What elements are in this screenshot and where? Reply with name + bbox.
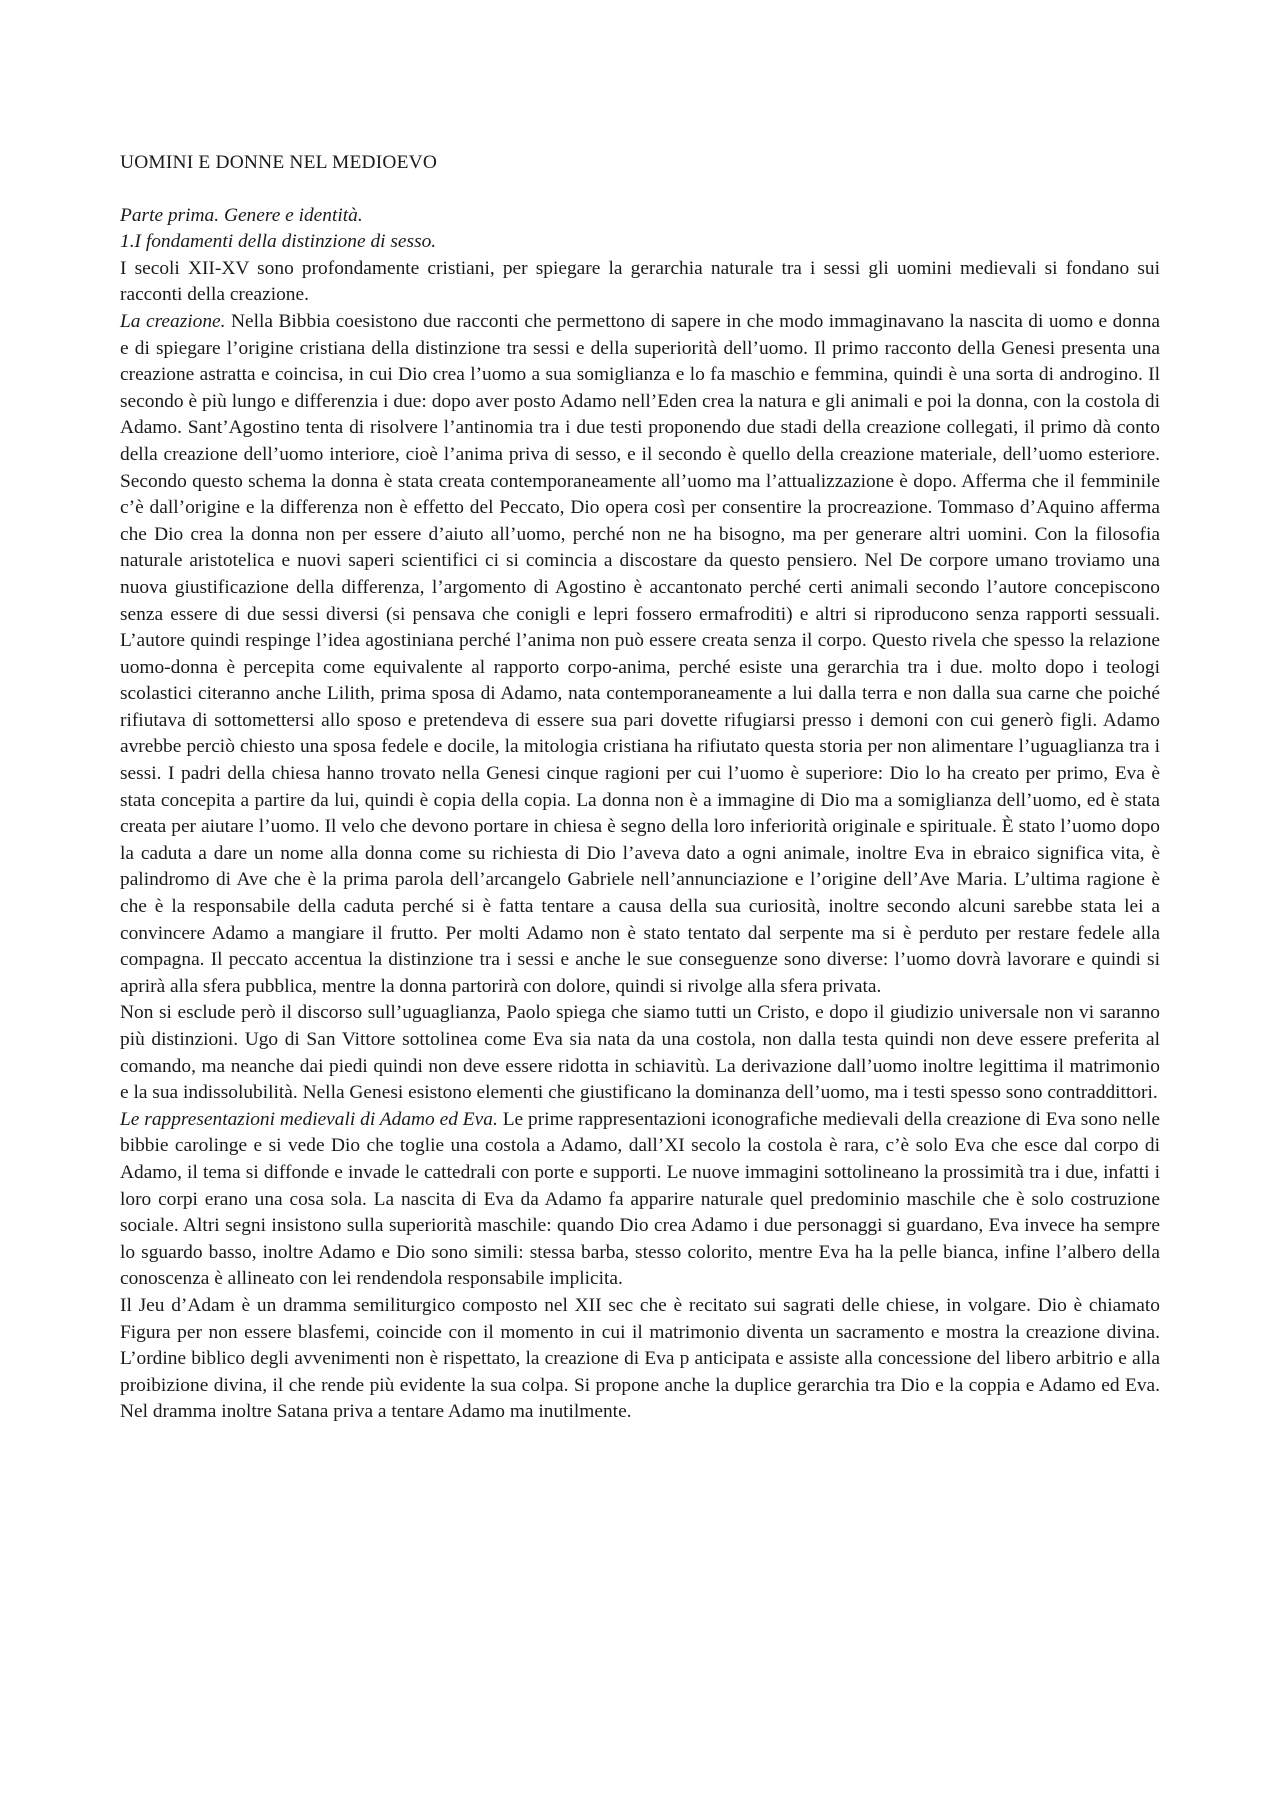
chapter-heading: 1.I fondamenti della distinzione di sesso. — [120, 231, 437, 253]
intro-paragraph: I secoli XII-XV sono profondamente cristiani, per spiegare la gerarchia naturale tra i sessi gli uomini medievali si fondano sui racconti della creazione. — [120, 257, 1160, 306]
representations-text: Le prime rappresentazioni iconografiche medievali della creazione di Eva sono nelle bibbie carolinge e si vede Dio che toglie una costola a Adamo, dall’XI secolo la costola è rara, c’è solo Eva che esce dal corpo di Adamo, il tema si diffonde e invade le cattedrali con porte e supporti. Le nuove immagini sottolineano la prossimità tra i due, infatti i loro corpi erano una cosa sola. La nascita di Eva da Adamo fa apparire naturale quel predominio maschile che è solo costruzione sociale. Altri segni insistono sulla superiorità maschile: quando Dio crea Adamo i due personaggi si guardano, Eva invece ha sempre lo sguardo basso, inoltre Adamo e Dio sono simili: stessa barba, stesso colorito, mentre Eva ha la pelle bianca, infine l’albero della conoscenza è allineato con lei rendendola responsabile implicita. — [120, 1108, 1160, 1290]
creation-paragraph — [120, 309, 1160, 1000]
jeu-dadam-paragraph: Il Jeu d’Adam è un dramma semiliturgico composto nel XII sec che è recitato sui sagrati delle chiese, in volgare. Dio è chiamato Figura per non essere blasfemi, coincide con il momento in cui il matrimonio diventa un sacramento e mostra la creazione divina. L’ordine biblico degli avvenimenti non è rispettato, la creazione di Eva p anticipata e assiste alla concessione del libero arbitrio e alla proibizione divina, il che rende più evidente la sua colpa. Si propone anche la duplice gerarchia tra Dio e la coppia e Adamo ed Eva. Nel dramma inoltre Satana priva a tentare Adamo ma inutilmente. — [120, 1294, 1160, 1423]
part-heading: Parte prima. Genere e identità. — [120, 204, 363, 226]
document-page — [120, 150, 1160, 1426]
representations-paragraph — [120, 1107, 1160, 1293]
document-title: UOMINI E DONNE NEL MEDIOEVO — [120, 152, 438, 173]
representations-heading: Le rappresentazioni medievali di Adamo ed Eva. — [120, 1108, 498, 1130]
creation-heading: La creazione. — [120, 310, 226, 332]
equality-paragraph: Non si esclude però il discorso sull’uguaglianza, Paolo spiega che siamo tutti un Cristo, e dopo il giudizio universale non vi saranno più distinzioni. Ugo di San Vittore sottolinea come Eva sia nata da una costola, non dalla testa quindi non deve essere preferita al comando, ma neanche dai piedi quindi non deve essere ridotta in schiavitù. La derivazione dall’uomo inoltre legittima il matrimonio e la sua indissolubilità. Nella Genesi esistono elementi che giustificano la dominanza dell’uomo, ma i testi spesso sono contraddittori. — [120, 1002, 1160, 1104]
creation-text: Nella Bibbia coesistono due racconti che permettono di sapere in che modo immaginavano la nascita di uomo e donna e di spiegare l’origine cristiana della distinzione tra sessi e della superiorità dell’uomo. Il primo racconto della Genesi presenta una creazione astratta e coincisa, in cui Dio crea l’uomo a sua somiglianza e lo fa maschio e femmina, quindi è una sorta di androgino. Il secondo è più lungo e differenzia i due: dopo aver posto Adamo nell’Eden crea la natura e gli animali e poi la donna, con la costola di Adamo. Sant’Agostino tenta di risolvere l’antinomia tra i due testi proponendo due stadi della creazione collegati, il primo dà conto della creazione dell’uomo interiore, cioè l’anima priva di sesso, e il secondo è quello della creazione materiale, dell’uomo esteriore. Secondo questo schema la donna è stata creata contemporaneamente all’uomo ma l’attualizzazione è dopo. Afferma che il femminile c’è dall’origine e la differenza non è effetto del Peccato, Dio opera così per consentire la procreazione. Tommaso d’Aquino afferma che Dio crea la donna non per essere d’aiuto all’uomo, perché non ne ha bisogno, ma per generare altri uomini. Con la filosofia naturale aristotelica e nuovi saperi scientifici ci si comincia a discostare da questo pensiero. Nel De corpore umano troviamo una nuova giustificazione della differenza, l’argomento di Agostino è accantonato perché certi animali secondo l’autore concepiscono senza essere di due sessi diversi (si pensava che conigli e lepri fossero ermafroditi) e altri si riproducono senza rapporti sessuali. L’autore quindi respinge l’idea agostiniana perché l’anima non può essere creata senza il corpo. Questo rivela che spesso la relazione uomo-donna è percepita come equivalente al rapporto corpo-anima, perché esiste una gerarchia tra i due. molto dopo i teologi scolastici citeranno anche Lilith, prima sposa di Adamo, nata contemporaneamente a lui dalla terra e non dalla sua carne che poiché rifiutava di sottomettersi allo sposo e pretendeva di essere sua pari dovette rifugiarsi presso i demoni con cui generò figli. Adamo avrebbe perciò chiesto una sposa fedele e docile, la mitologia cristiana ha rifiutato questa storia per non alimentare l’uguaglianza tra i sessi. I padri della chiesa hanno trovato nella Genesi cinque ragioni per cui l’uomo è superiore: Dio lo ha creato per primo, Eva è stata concepita a partire da lui, quindi è copia della copia. La donna non è a immagine di Dio ma a somiglianza dell’uomo, ed è stata creata per aiutare l’uomo. Il velo che devono portare in chiesa è segno della loro inferiorità originale e spirituale. È stato l’uomo dopo la caduta a dare un nome alla donna come su richiesta di Dio l’aveva dato a ogni animale, inoltre Eva in ebraico significa vita, è palindromo di Ave che è la prima parola dell’arcangelo Gabriele nell’annunciazione e l’origine dell’Ave Maria. L’ultima ragione è che è la responsabile della caduta perché si è fatta tentare a causa della sua curiosità, inoltre secondo alcuni sarebbe stata lei a convincere Adamo a mangiare il frutto. Per molti Adamo non è stato tentato dal serpente ma si è perduto per restare fedele alla compagna. Il peccato accentua la distinzione tra i sessi e anche le sue conseguenze sono diverse: l’uomo dovrà lavorare e quindi si aprirà alla sfera pubblica, mentre la donna partorirà con dolore, quindi si rivolge alla sfera privata. — [120, 310, 1161, 997]
